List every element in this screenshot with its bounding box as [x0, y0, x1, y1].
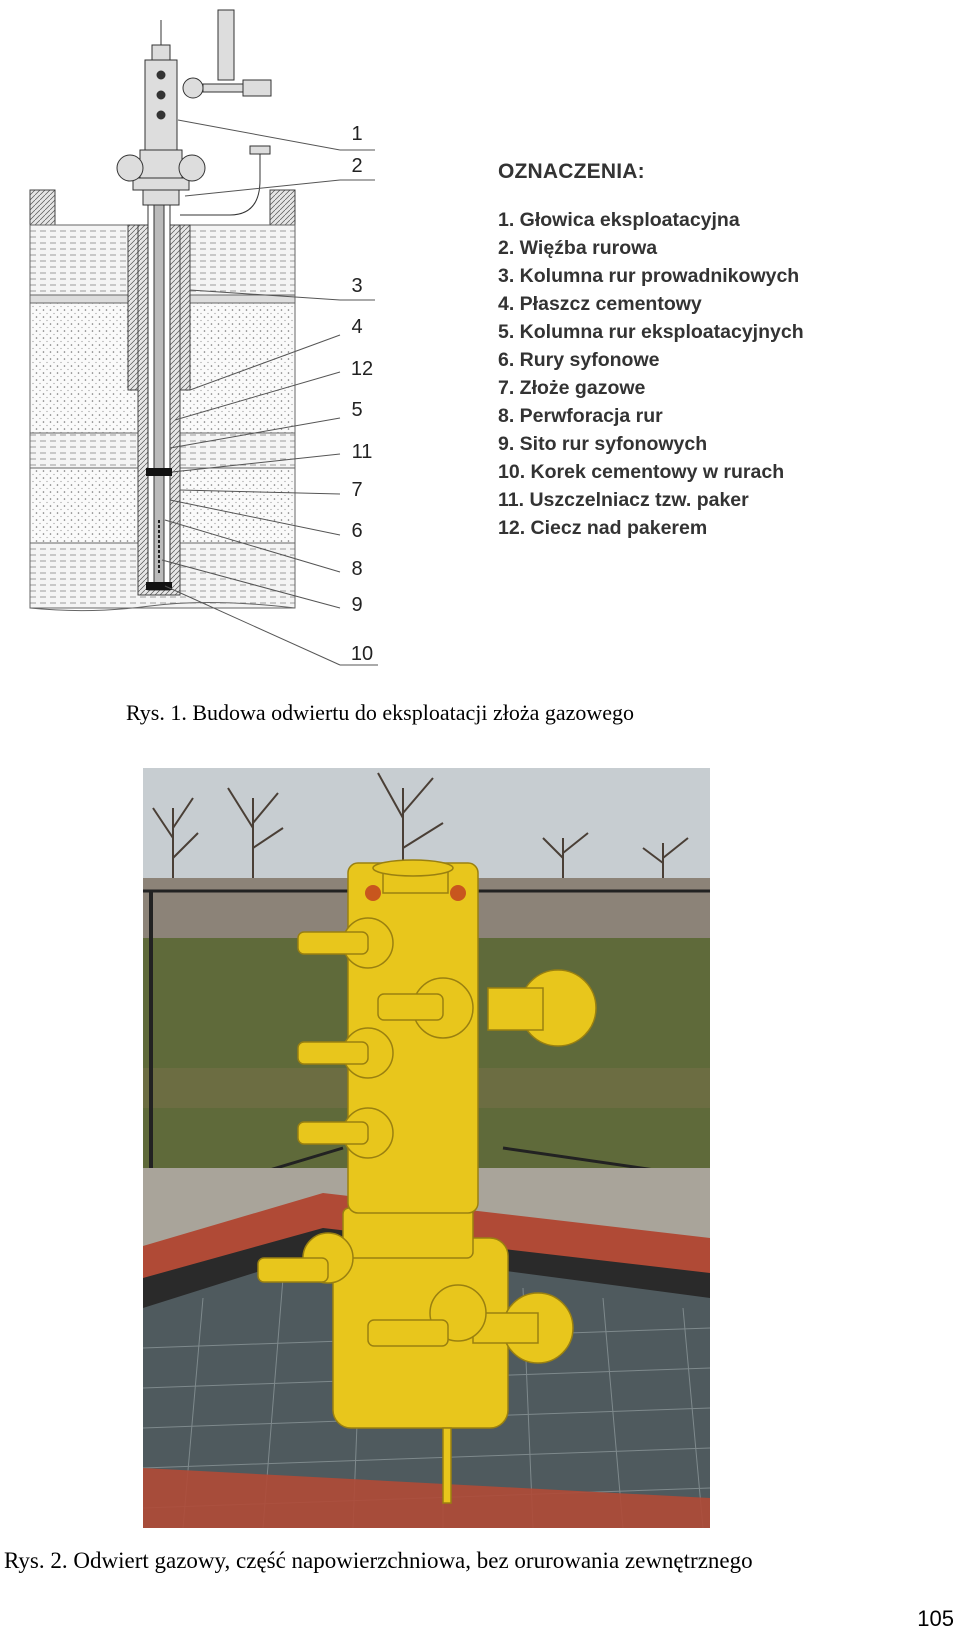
wellhead-drawing — [117, 10, 271, 215]
figure-2-caption: Rys. 2. Odwiert gazowy, część napowierzchniowa, bez orurowania zewnętrznego — [4, 1548, 753, 1573]
callout-7: 7 — [351, 479, 363, 501]
callout-10: 10 — [350, 643, 374, 665]
legend-item: 7. Złoże gazowe — [498, 377, 646, 399]
callout-3: 3 — [351, 275, 363, 297]
callout-5: 5 — [351, 399, 363, 421]
gas-wellhead-photo — [143, 768, 710, 1528]
legend-item: 10. Korek cementowy w rurach — [498, 461, 785, 483]
legend-item: 9. Sito rur syfonowych — [498, 433, 708, 455]
legend-item: 6. Rury syfonowe — [498, 349, 660, 371]
callout-8: 8 — [351, 558, 363, 580]
callout-12: 12 — [350, 358, 374, 380]
callout-4: 4 — [351, 316, 363, 338]
legend-item: 3. Kolumna rur prowadnikowych — [498, 265, 800, 287]
legend-item: 12. Ciecz nad pakerem — [498, 517, 708, 539]
legend-item: 1. Głowica eksploatacyjna — [498, 209, 740, 231]
legend-list — [498, 206, 938, 542]
legend-item: 5. Kolumna rur eksploatacyjnych — [498, 321, 804, 343]
legend-item: 8. Perwforacja rur — [498, 405, 663, 427]
callout-2: 2 — [351, 155, 363, 177]
callout-1: 1 — [351, 123, 363, 145]
callout-6: 6 — [351, 520, 363, 542]
callout-9: 9 — [351, 594, 363, 616]
legend-item: 2. Więźba rurowa — [498, 237, 658, 259]
legend-title: OZNACZENIA: — [498, 160, 645, 183]
figure-1-caption: Rys. 1. Budowa odwiertu do eksploatacji złoża gazowego — [126, 700, 635, 725]
legend-item: 4. Płaszcz cementowy — [498, 293, 702, 315]
callout-11: 11 — [351, 441, 373, 463]
page-number: 105 — [917, 1606, 954, 1631]
legend — [498, 160, 938, 542]
legend-item: 11. Uszczelniacz tzw. paker — [498, 489, 749, 511]
